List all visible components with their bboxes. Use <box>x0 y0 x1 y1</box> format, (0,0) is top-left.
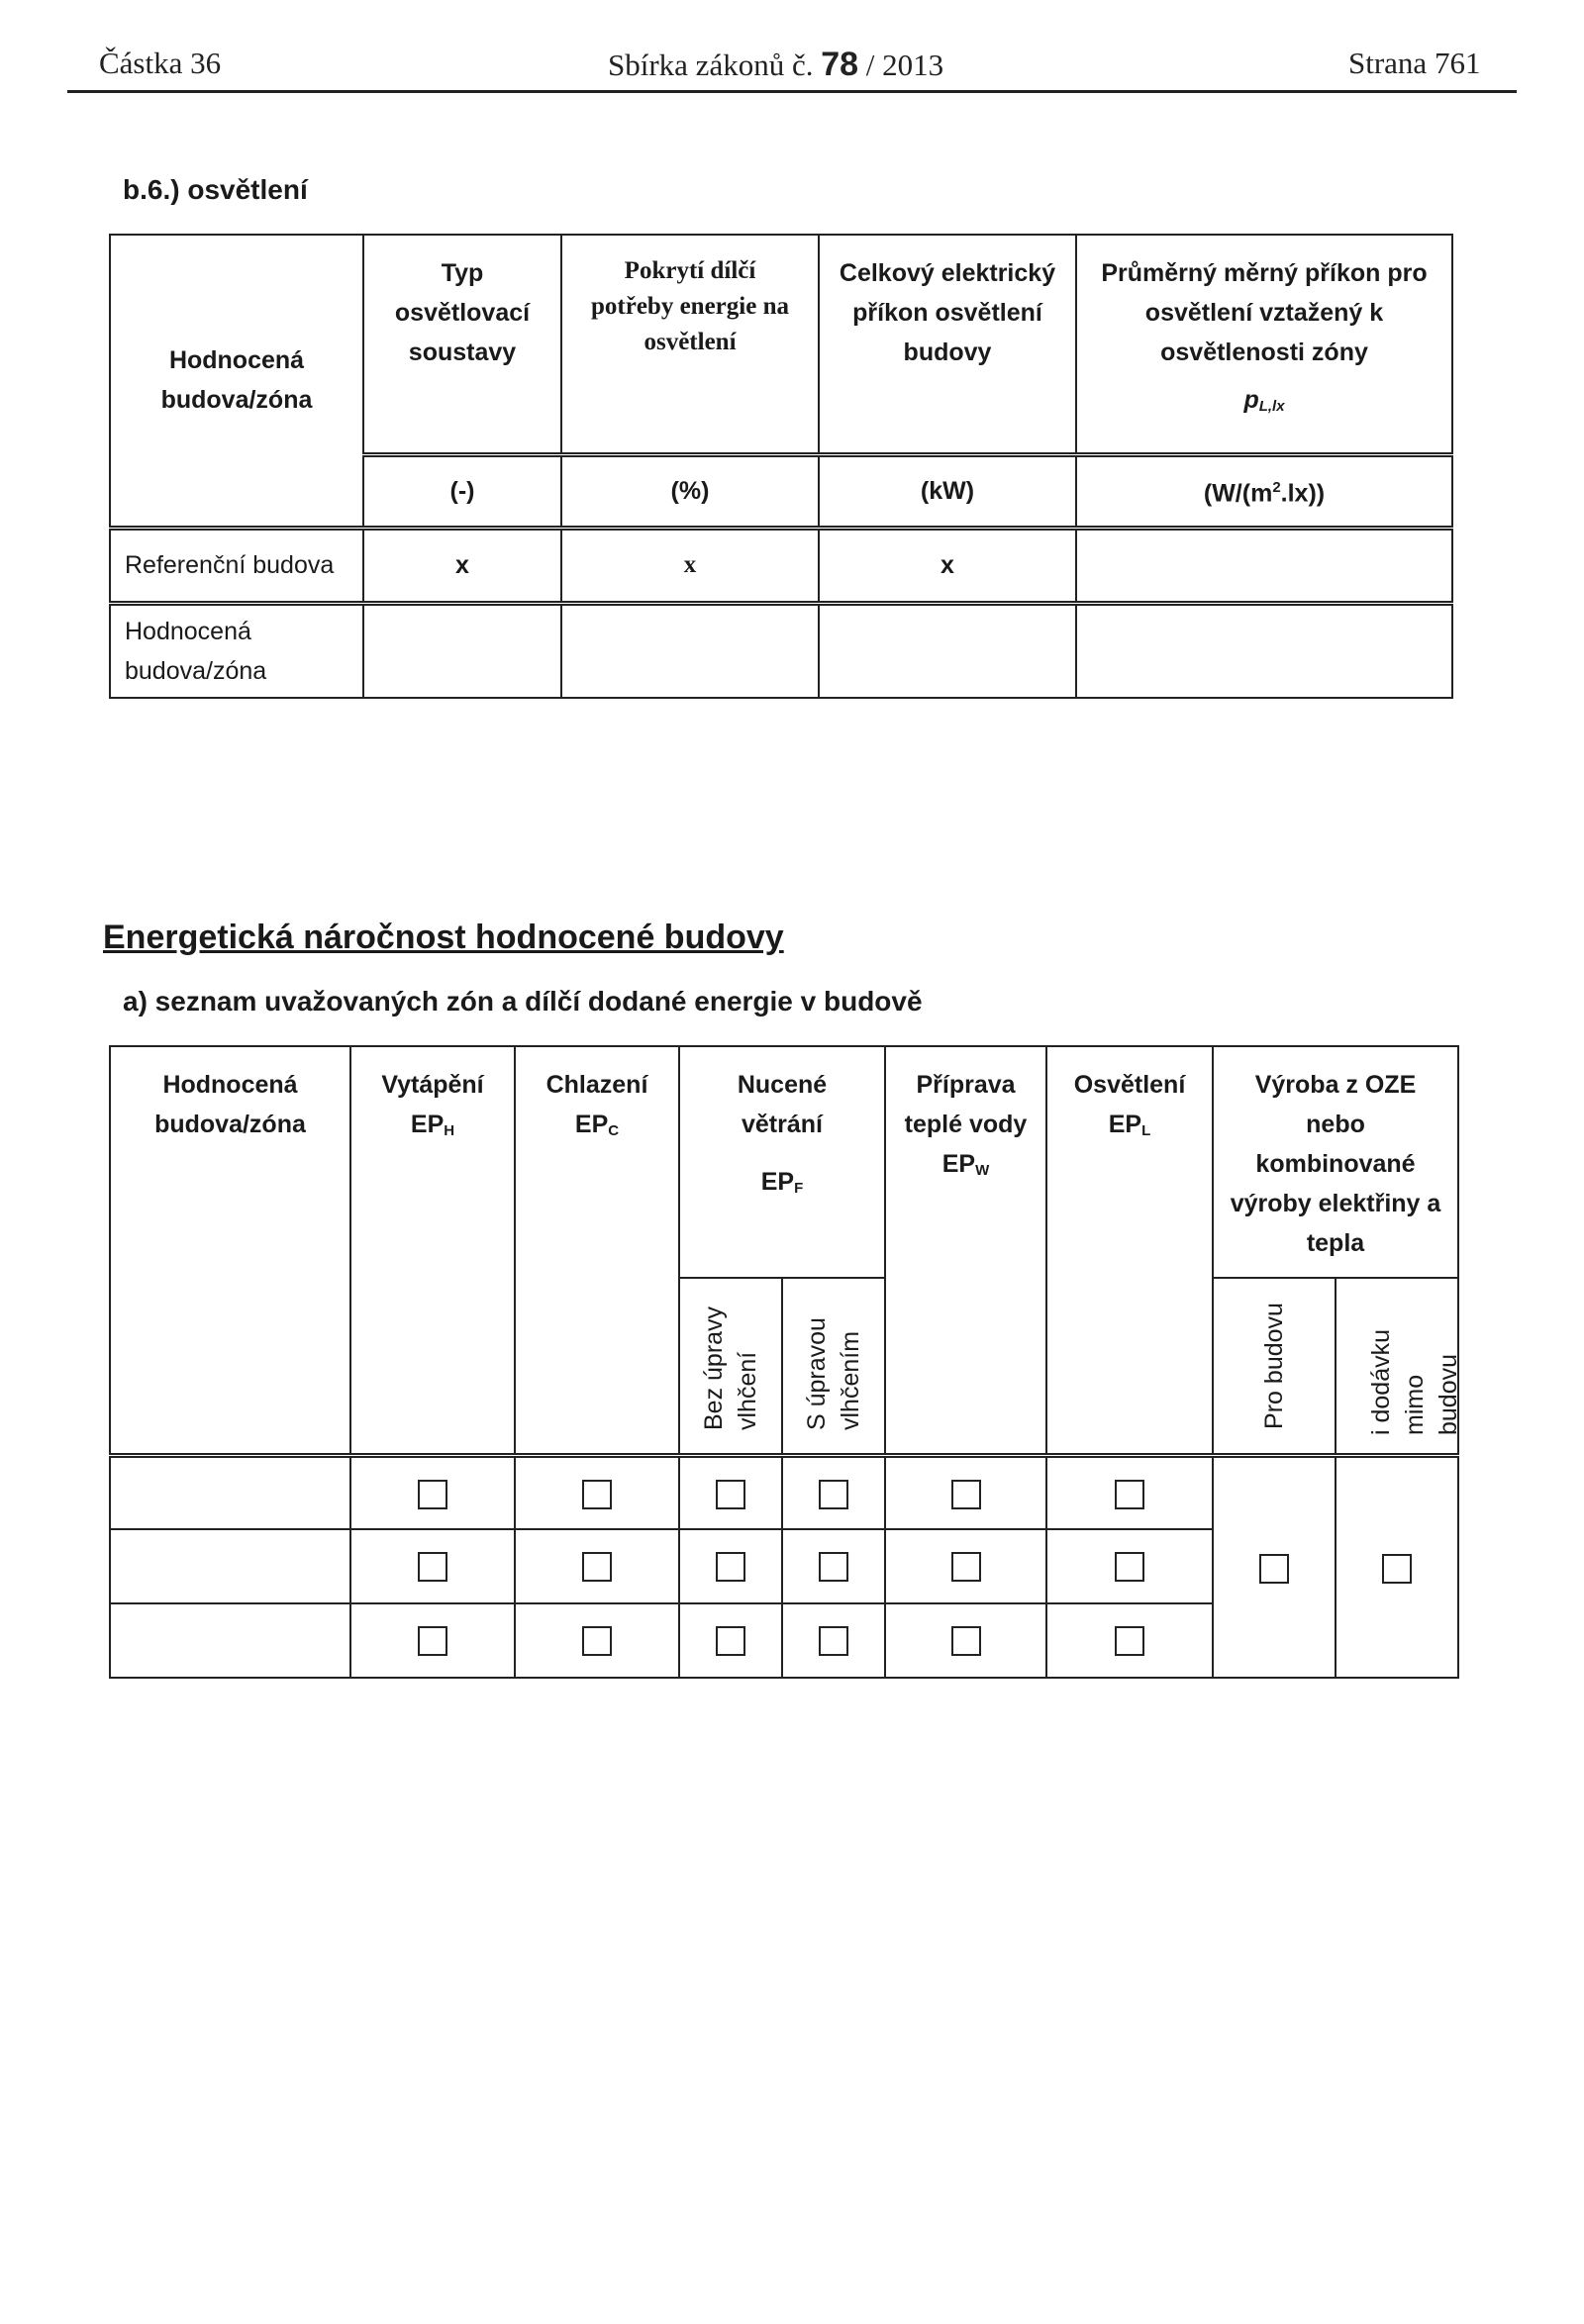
checkbox[interactable] <box>1115 1626 1144 1656</box>
energy-col-oze: Výroba z OZE nebo kombinované výroby elektřiny a tepla <box>1213 1046 1458 1278</box>
lighting-col-specific: Průměrný měrný příkon pro osvětlení vztažený k osvětlenosti zóny $p_{L,lx}$ <box>1076 235 1452 454</box>
row-reference-specific[interactable] <box>1076 528 1452 603</box>
lighting-cell <box>1046 1603 1213 1678</box>
unit-type: (-) <box>363 454 561 528</box>
unit-specific: $(W/(m^2.lx))$ <box>1076 454 1452 528</box>
checkbox[interactable] <box>951 1552 981 1582</box>
checkbox[interactable] <box>716 1626 745 1656</box>
energy-table <box>109 1045 1462 1679</box>
lighting-cell <box>1046 1529 1213 1603</box>
checkbox[interactable] <box>418 1626 447 1656</box>
checkbox[interactable] <box>1259 1554 1289 1584</box>
checkbox[interactable] <box>951 1480 981 1509</box>
heating-cell <box>350 1529 515 1603</box>
energy-section-subtitle: a) seznam uvažovaných zón a dílčí dodané energie v budově <box>123 986 923 1017</box>
running-header-center <box>608 46 943 84</box>
row-evaluated-power[interactable] <box>819 603 1076 698</box>
energy-col-lighting: Osvětlení $EP_L$ <box>1046 1046 1213 1456</box>
hotwater-cell <box>885 1603 1046 1678</box>
energy-col-oze-b: i dodávku mimo budovu <box>1336 1278 1458 1456</box>
row-reference-coverage: x <box>561 528 819 603</box>
row-evaluated-specific[interactable] <box>1076 603 1452 698</box>
lighting-col-zone: Hodnocená budova/zóna <box>110 235 363 528</box>
hotwater-cell <box>885 1456 1046 1529</box>
energy-col-ventilation-b: S úpravou vlhčením <box>782 1278 885 1456</box>
checkbox[interactable] <box>819 1480 848 1509</box>
energy-col-heating: Vytápění $EP_H$ <box>350 1046 515 1456</box>
running-header-left: Částka 36 <box>99 46 222 80</box>
energy-col-hotwater: Příprava teplé vody $EP_W$ <box>885 1046 1046 1456</box>
running-header-right: Strana 761 <box>1348 46 1481 80</box>
row-reference-power: x <box>819 528 1076 603</box>
energy-section-title: Energetická náročnost hodnocené budovy <box>103 919 784 956</box>
checkbox[interactable] <box>819 1552 848 1582</box>
row-evaluated-label: Hodnocená budova/zóna <box>110 603 363 698</box>
specific-power-symbol: $p_{L,lx}$ <box>1243 386 1285 415</box>
heating-cell <box>350 1456 515 1529</box>
header-number: 78 <box>821 46 859 83</box>
ventilation-b-cell <box>782 1456 885 1529</box>
lighting-table <box>109 234 1453 699</box>
cooling-cell <box>515 1529 679 1603</box>
lighting-col-type: Typ osvětlovací soustavy <box>363 235 561 454</box>
row-evaluated-type[interactable] <box>363 603 561 698</box>
ventilation-b-cell <box>782 1529 885 1603</box>
section-b6-title: b.6.) osvětlení <box>123 174 308 205</box>
checkbox[interactable] <box>1115 1480 1144 1509</box>
row-evaluated-coverage[interactable] <box>561 603 819 698</box>
header-rule <box>67 90 1517 93</box>
checkbox[interactable] <box>418 1480 447 1509</box>
ventilation-b-cell <box>782 1603 885 1678</box>
cooling-cell <box>515 1456 679 1529</box>
heating-cell <box>350 1603 515 1678</box>
ventilation-a-cell <box>679 1456 782 1529</box>
checkbox[interactable] <box>1115 1552 1144 1582</box>
ventilation-a-cell <box>679 1529 782 1603</box>
lighting-cell <box>1046 1456 1213 1529</box>
header-prefix: Sbírka zákonů č. <box>608 48 814 82</box>
checkbox[interactable] <box>582 1480 612 1509</box>
checkbox[interactable] <box>1382 1554 1412 1584</box>
zone-cell[interactable] <box>110 1529 350 1603</box>
unit-power: (kW) <box>819 454 1076 528</box>
checkbox[interactable] <box>582 1626 612 1656</box>
oze-b-cell <box>1336 1456 1458 1678</box>
energy-col-ventilation-a: Bez úpravy vlhčení <box>679 1278 782 1456</box>
checkbox[interactable] <box>819 1626 848 1656</box>
checkbox[interactable] <box>582 1552 612 1582</box>
cooling-cell <box>515 1603 679 1678</box>
lighting-col-power: Celkový elektrický příkon osvětlení budovy <box>819 235 1076 454</box>
checkbox[interactable] <box>418 1552 447 1582</box>
checkbox[interactable] <box>951 1626 981 1656</box>
checkbox[interactable] <box>716 1480 745 1509</box>
energy-col-zone: Hodnocená budova/zóna <box>110 1046 350 1456</box>
unit-coverage: (%) <box>561 454 819 528</box>
row-reference-label: Referenční budova <box>110 528 363 603</box>
lighting-col-coverage: Pokrytí dílčí potřeby energie na osvětlení <box>561 235 819 454</box>
header-suffix: / 2013 <box>865 48 944 82</box>
row-reference-type: x <box>363 528 561 603</box>
ventilation-a-cell <box>679 1603 782 1678</box>
checkbox[interactable] <box>716 1552 745 1582</box>
oze-a-cell <box>1213 1456 1336 1678</box>
zone-cell[interactable] <box>110 1456 350 1529</box>
energy-col-cooling: Chlazení $EP_C$ <box>515 1046 679 1456</box>
energy-col-ventilation: Nucené větrání $EP_F$ <box>679 1046 885 1278</box>
zone-cell[interactable] <box>110 1603 350 1678</box>
energy-col-oze-a: Pro budovu <box>1213 1278 1336 1456</box>
hotwater-cell <box>885 1529 1046 1603</box>
